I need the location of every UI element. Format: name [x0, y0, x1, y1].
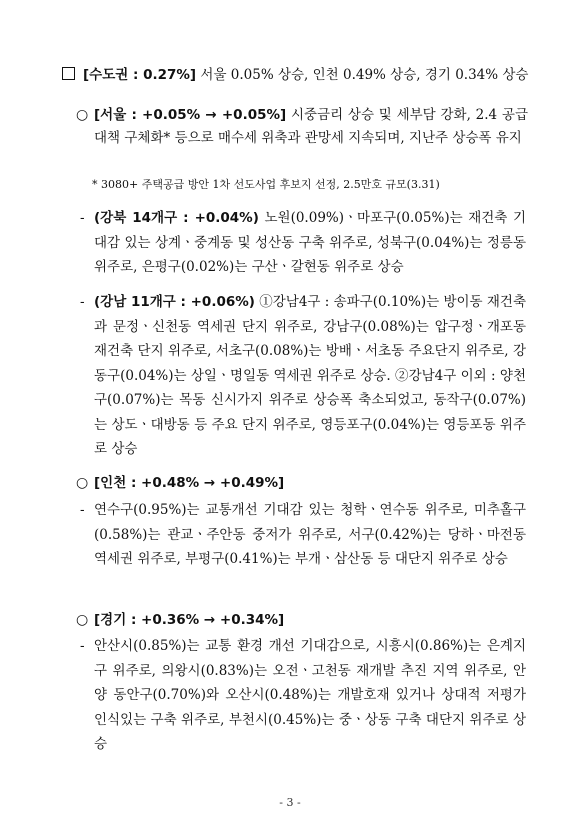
list-item-gyeonggi	[80, 634, 526, 757]
footnote: * 3080+ 주택공급 방안 1차 선도사업 후보지 선정, 2.5만호 규모(3.31)	[92, 178, 440, 191]
gangnam-label: (강남 11개구 : +0.06%)	[94, 294, 255, 310]
checkbox-square-icon	[62, 67, 75, 80]
heading-summary: 서울 0.05% 상승, 인천 0.49% 상승, 경기 0.34% 상승	[196, 67, 529, 83]
gangbuk-text: 노원(0.09%)ㆍ마포구(0.05%)는 재건축 기대감 있는 상계ㆍ중계동 및 성산동 구축 위주로, 성북구(0.04%)는 정릉동 위주로, 은평구(0.02%)는 구산ㆍ갈현동 위주로 상승	[94, 210, 527, 275]
page-number: - 3 -	[279, 796, 301, 809]
list-item-gangbuk	[80, 206, 526, 280]
heading-label: [수도권 : 0.27%]	[83, 67, 197, 83]
incheon-label: [인천 : +0.48% → +0.49%]	[94, 475, 285, 491]
gangbuk-paragraph	[94, 206, 526, 280]
gyeonggi-section	[76, 609, 528, 632]
seoul-label: [서울 : +0.05% → +0.05%]	[94, 107, 287, 123]
gyeonggi-heading	[94, 609, 528, 632]
gangbuk-label: (강북 14개구 : +0.04%)	[94, 210, 259, 226]
circle-bullet-icon: ○	[76, 107, 89, 123]
gangnam-paragraph	[94, 290, 526, 462]
seoul-paragraph	[94, 104, 528, 150]
incheon-paragraph: 연수구(0.95%)는 교통개선 기대감 있는 청학ㆍ연수동 위주로, 미추홀구(0.58%)는 관교ㆍ주안동 중저가 위주로, 서구(0.42%)는 당하ㆍ마전동 역세권 위주로, 부평구(0.41%)는 부개ㆍ삼산동 등 대단지 위주로 상승	[94, 502, 526, 567]
seoul-section	[76, 104, 528, 150]
gyeonggi-paragraph: 안산시(0.85%)는 교통 환경 개선 기대감으로, 시흥시(0.86%)는 은계지구 위주로, 의왕시(0.83%)는 오전ㆍ고천동 재개발 추진 지역 위주로, 안양 동안구(0.70%)와 오산시(0.48%)는 개발호재 있거나 상대적 저평가 인식있는 구축 위주로, 부천시(0.45%)는 중ㆍ상동 구축 대단지 위주로 상승	[94, 638, 526, 752]
section-heading-capital-area	[62, 64, 532, 86]
dash-marker: -	[80, 294, 85, 310]
seoul-text: 시중금리 상승 및 세부담 강화, 2.4 공급대책 구체화* 등으로 매수세 위축과 관망세 지속되며, 지난주 상승폭 유지	[94, 107, 528, 146]
dash-marker: -	[80, 210, 85, 226]
dash-marker: -	[80, 502, 85, 518]
incheon-heading	[94, 472, 528, 495]
list-item-incheon	[80, 498, 526, 572]
gyeonggi-label: [경기 : +0.36% → +0.34%]	[94, 612, 285, 628]
circle-bullet-icon: ○	[76, 612, 89, 628]
list-item-gangnam	[80, 290, 526, 462]
dash-marker: -	[80, 638, 85, 654]
circle-bullet-icon: ○	[76, 475, 89, 491]
incheon-section	[76, 472, 528, 495]
gangnam-text: ①강남4구 : 송파구(0.10%)는 방이동 재건축과 문정ㆍ신천동 역세권 단지 위주로, 강남구(0.08%)는 압구정ㆍ개포동 재건축 단지 위주로, 서초구(0.08%)는 방배ㆍ서초동 주요단지 위주로, 강동구(0.04%)는 상일ㆍ명일동 역세권 위주로 상승. ②강남4구 이외 : 양천구(0.07%)는 목동 신시가지 위주로 상승폭 축소되었고, 동작구(0.07%)는 상도ㆍ대방동 등 주요 단지 위주로, 영등포구(0.04%)는 영등포동 위주로 상승	[94, 294, 527, 457]
